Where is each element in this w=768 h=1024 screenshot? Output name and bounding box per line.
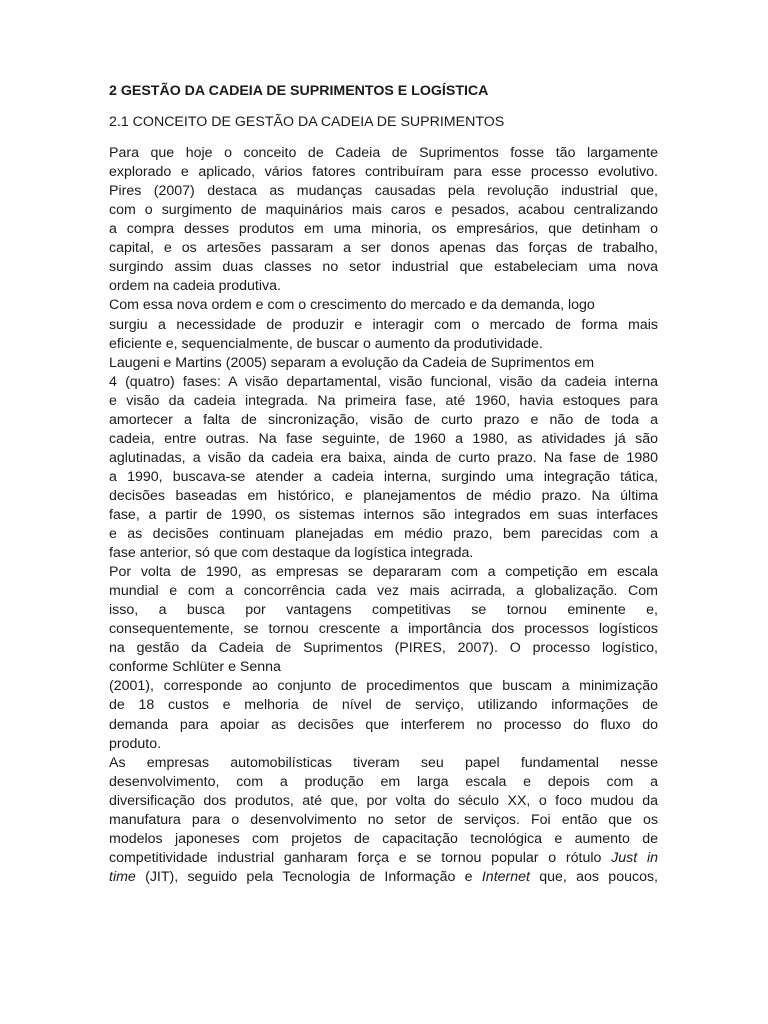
text-line: cadeia, entre outras. Na fase seguinte, de 1960 a 1980, as atividades já são — [109, 430, 658, 447]
text-line: conforme Schlüter e Senna — [109, 659, 281, 676]
text-line: a 1990, buscava-se atender a cadeia interna, surgindo uma integração tática, — [109, 468, 658, 485]
text-line: (2001), corresponde ao conjunto de procedimentos que buscam a minimização — [109, 678, 658, 695]
text-line: surgiu a necessidade de produzir e interagir com o mercado de forma mais — [109, 316, 658, 333]
text-line: amortecer a falta de sincronização, visão de curto prazo e não de toda a — [109, 411, 658, 428]
text-line: de 18 custos e melhoria de nível de serviço, utilizando informações de — [109, 697, 658, 714]
italic-term: Internet — [481, 868, 530, 885]
text-line: e visão da cadeia integrada. Na primeira fase, até 1960, havia estoques para — [109, 392, 658, 409]
text-line: 4 (quatro) fases: A visão departamental, visão funcional, visão da cadeia interna — [109, 373, 658, 390]
text-line: Pires (2007) destaca as mudanças causadas pela revolução industrial que, — [109, 183, 658, 200]
paragraph — [109, 144, 658, 296]
text-line: aglutinadas, a visão da cadeia era baixa, ainda de curto prazo. Na fase de 1980 — [109, 449, 658, 466]
paragraph — [109, 754, 658, 887]
section-heading: 2.1 CONCEITO DE GESTÃO DA CADEIA DE SUPRIMENTOS — [109, 114, 505, 131]
text-line: decisões baseadas em histórico, e planejamentos de médio prazo. Na última — [109, 487, 658, 504]
text-line-with-italic — [109, 868, 658, 887]
text-line: modelos japoneses com projetos de capacitação tecnológica e aumento de — [109, 830, 658, 847]
text-span: (JIT), seguido pela Tecnologia de Informação e — [135, 868, 482, 885]
text-span: que, aos poucos, — [529, 868, 658, 885]
text-line: demanda para apoiar as decisões que interferem no processo do fluxo do — [109, 716, 658, 733]
text-line: fase anterior, só que com destaque da logística integrada. — [109, 545, 474, 562]
text-line-with-italic — [109, 849, 658, 868]
text-span: competitividade industrial ganharam força e se tornou popular o rótulo — [109, 849, 602, 866]
text-line: eficiente e, sequencialmente, de buscar o aumento da produtividade. — [109, 335, 543, 352]
text-line: a compra desses produtos em uma minoria, os empresários, que detinham o — [109, 221, 658, 238]
text-line: Por volta de 1990, as empresas se depararam com a competição em escala — [109, 564, 658, 581]
text-line: Laugeni e Martins (2005) separam a evolução da Cadeia de Suprimentos em — [109, 354, 595, 371]
text-line: fase, a partir de 1990, os sistemas internos são integrados em suas interfaces — [109, 506, 658, 523]
text-line: ordem na cadeia produtiva. — [109, 278, 281, 295]
text-line: manufatura para o desenvolvimento no setor de serviços. Foi então que os — [109, 811, 658, 828]
italic-term: time — [109, 868, 136, 885]
text-line: Para que hoje o conceito de Cadeia de Suprimentos fosse tão largamente — [109, 145, 658, 162]
text-line: explorado e aplicado, vários fatores contribuíram para esse processo evolutivo. — [109, 164, 658, 181]
text-line: produto. — [109, 735, 162, 752]
text-line: surgindo assim duas classes no setor industrial que estabeleciam uma nova — [109, 259, 658, 276]
text-line: e as decisões continuam planejadas em médio prazo, bem parecidas com a — [109, 526, 658, 543]
document-body — [109, 82, 658, 887]
text-line: na gestão da Cadeia de Suprimentos (PIRES, 2007). O processo logístico, — [109, 640, 658, 657]
text-line: capital, e os artesões passaram a ser donos apenas das forças de trabalho, — [109, 240, 658, 257]
text-line: desenvolvimento, com a produção em larga escala e depois com a — [109, 773, 658, 790]
italic-term: Just in — [611, 849, 658, 866]
chapter-heading: 2 GESTÃO DA CADEIA DE SUPRIMENTOS E LOGÍSTICA — [109, 83, 489, 99]
paragraph — [109, 563, 658, 753]
text-line: isso, a busca por vantagens competitivas se tornou eminente e, — [109, 602, 658, 619]
text-line: Com essa nova ordem e com o crescimento do mercado e da demanda, logo — [109, 297, 595, 314]
paragraph — [109, 354, 658, 564]
text-line: consequentemente, se tornou crescente a importância dos processos logísticos — [109, 621, 658, 638]
text-line: diversificação dos produtos, até que, por volta do século XX, o foco mudou da — [109, 792, 658, 809]
text-line: As empresas automobilísticas tiveram seu papel fundamental nesse — [109, 754, 658, 771]
text-line: com o surgimento de maquinários mais caros e pesados, acabou centralizando — [109, 202, 658, 219]
text-line: mundial e com a concorrência cada vez mais acirrada, a globalização. Com — [109, 583, 658, 600]
paragraph — [109, 296, 658, 353]
